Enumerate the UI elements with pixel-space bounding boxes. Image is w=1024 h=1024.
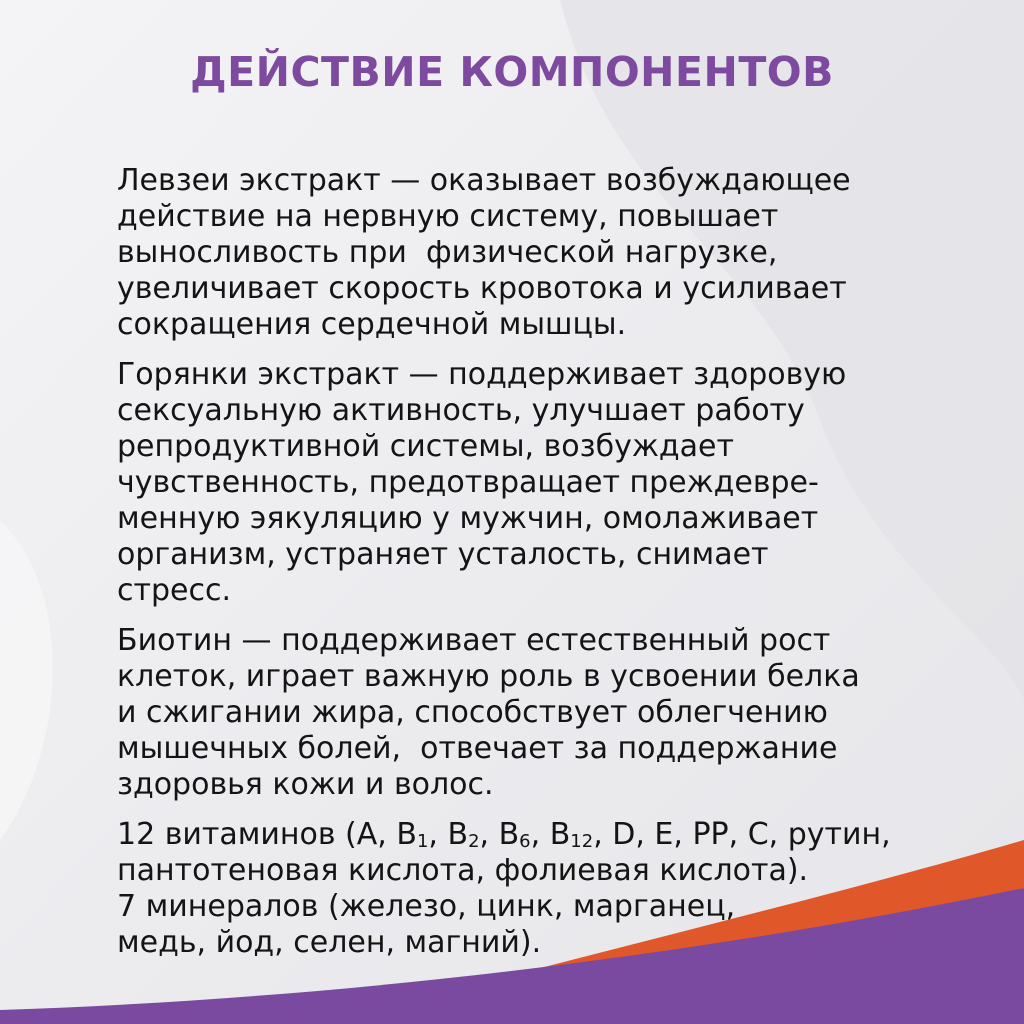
separator: , В [428, 817, 469, 852]
text-line: Горянки экстракт — поддерживает здоровую [117, 357, 847, 392]
text-line: действие на нервную систему, повышает [117, 199, 779, 234]
paragraph-leuzea [117, 163, 967, 343]
subscript-b12: 12 [570, 831, 594, 852]
page-title: ДЕЙСТВИЕ КОМПОНЕНТОВ [190, 48, 834, 96]
text-line: медь, йод, селен, магний). [117, 925, 542, 960]
paragraph-epimedium [117, 357, 967, 609]
text-line: организм, устраняет усталость, снимает [117, 537, 769, 572]
text-line: сексуальную активность, улучшает работу [117, 393, 805, 428]
text-line: Биотин — поддерживает естественный рост [117, 623, 831, 658]
text-line: менную эякуляцию у мужчин, омолаживает [117, 501, 819, 536]
paragraph-vitamins-minerals [117, 817, 967, 961]
text-line: Левзеи экстракт — оказывает возбуждающее [117, 163, 851, 198]
subscript-b1: 1 [416, 831, 429, 852]
text-line: выносливость при физической нагрузке, [117, 235, 778, 270]
separator: , В [530, 817, 571, 852]
subscript-b6: 6 [519, 831, 531, 852]
vitamins-suffix: , D, E, PP, C, рутин, [593, 817, 891, 852]
text-line: здоровья кожи и волос. [117, 767, 494, 802]
content-body [117, 163, 967, 975]
text-line: клеток, играет важную роль в усвоении белка [117, 659, 860, 694]
text-line: сокращения сердечной мышцы. [117, 307, 627, 342]
text-line: репродуктивной системы, возбуждает [117, 429, 734, 464]
paragraph-biotin [117, 623, 967, 803]
text-line: чувственность, предотвращает преждевре- [117, 465, 819, 500]
text-line: стресс. [117, 573, 231, 608]
text-line: 7 минералов (железо, цинк, марганец, [117, 889, 736, 924]
vitamins-line [117, 817, 967, 853]
separator: , В [479, 817, 520, 852]
text-line: увеличивает скорость кровотока и усиливает [117, 271, 847, 306]
subscript-b2: 2 [468, 831, 480, 852]
text-line: мышечных болей, отвечает за поддержание [117, 731, 838, 766]
text-line: и сжигании жира, способствует облегчению [117, 695, 828, 730]
text-line: пантотеновая кислота, фолиевая кислота). [117, 853, 809, 888]
vitamins-prefix: 12 витаминов (А, В [117, 817, 417, 852]
